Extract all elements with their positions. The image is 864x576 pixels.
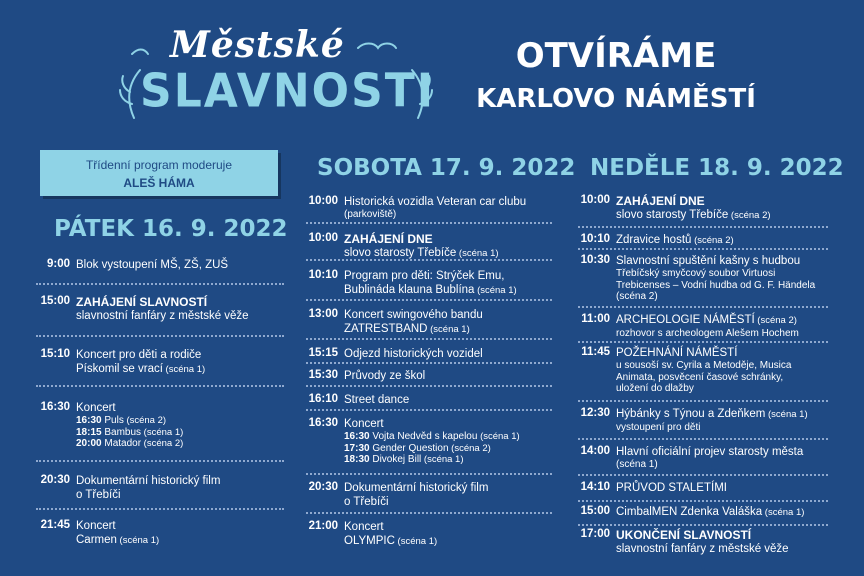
- line-text: u sousoší sv. Cyrila a Metoděje, Musica: [616, 360, 792, 371]
- line-text: ZAHÁJENÍ DNE: [616, 194, 705, 208]
- entry-lines: [616, 346, 791, 395]
- entry-time: 15:10: [40, 348, 70, 360]
- line-text: Animata, posvěcení časové schránky,: [616, 371, 784, 383]
- entry-lines: [344, 417, 520, 466]
- entry-lines: [616, 313, 799, 340]
- line-text: Pískomil se vrací: [76, 363, 163, 375]
- moderator-name: ALEŠ HÁMA: [123, 176, 195, 190]
- logo-main-text: SLAVNOSTI: [140, 64, 436, 119]
- entry-line: [76, 362, 205, 377]
- scene-label: (scéna 1): [141, 426, 184, 438]
- entry-time: 20:30: [40, 474, 70, 486]
- sub-time: 16:30: [344, 431, 373, 442]
- sub-time: 18:30: [344, 454, 373, 465]
- entry-line: [616, 313, 799, 328]
- entry-line: [76, 438, 183, 450]
- entry-line: [344, 481, 488, 495]
- entry-lines: [76, 474, 220, 502]
- dotted-separator: [578, 524, 828, 526]
- entry-line: [76, 533, 159, 548]
- entry-line: [616, 328, 799, 340]
- dotted-separator: [36, 385, 284, 387]
- entry-line: [76, 415, 183, 427]
- line-text: ARCHEOLOGIE NÁMĚSTÍ: [616, 314, 755, 326]
- line-text: ZAHÁJENÍ DNE: [344, 232, 433, 246]
- line-text: vystoupení pro děti: [616, 422, 701, 433]
- entry-line: [76, 258, 228, 272]
- dotted-separator: [578, 438, 828, 440]
- dotted-separator: [578, 226, 828, 228]
- entry-line: [76, 401, 183, 415]
- entry-line: [344, 369, 425, 383]
- entry-line: [76, 309, 249, 323]
- line-text: Hlavní oficiální projev starosty města: [616, 446, 804, 458]
- dotted-separator: [306, 385, 552, 387]
- entry-lines: [616, 407, 808, 434]
- entry-time: 20:30: [308, 481, 338, 493]
- scene-label: (scéna 1): [394, 536, 438, 547]
- line-text: Bambus: [104, 426, 142, 438]
- moderator-box: [40, 150, 278, 196]
- scene-label: (scéna 2): [141, 438, 184, 449]
- line-text: Bublináda klauna Bublína: [344, 284, 475, 296]
- sub-time: 17:30: [344, 442, 373, 454]
- entry-line: [344, 347, 483, 361]
- entry-line: [616, 208, 771, 223]
- day-title-saturday: SOBOTA 17. 9. 2022: [317, 155, 576, 181]
- entry-line: [616, 542, 789, 556]
- line-text: Divokej Bill: [372, 454, 422, 465]
- scene-label: (scéna 1): [162, 364, 206, 375]
- entry-time: 15:15: [308, 347, 338, 359]
- line-text: Blok vystoupení MŠ, ZŠ, ZUŠ: [76, 259, 229, 271]
- line-text: ZAHÁJENÍ SLAVNOSTÍ: [76, 295, 208, 309]
- line-text: Dokumentární historický film: [76, 475, 221, 487]
- day-title-friday: PÁTEK 16. 9. 2022: [54, 216, 288, 242]
- dotted-separator: [306, 299, 552, 301]
- entry-time: 10:00: [580, 194, 610, 206]
- scene-label: (scéna 1): [456, 248, 499, 259]
- line-text: Koncert: [344, 418, 384, 430]
- entry-lines: [344, 520, 437, 549]
- line-text: slovo starosty Třebíče: [616, 209, 729, 221]
- scene-label: (scéna 1): [116, 535, 160, 546]
- line-text: slavnostní fanfáry z městské věže: [616, 543, 789, 555]
- entry-line: [616, 291, 815, 303]
- entry-time: 13:00: [308, 308, 338, 320]
- scene-label: (scéna 2): [754, 315, 797, 326]
- line-text: o Třebíči: [76, 489, 121, 501]
- line-text: Koncert: [344, 521, 384, 533]
- dotted-separator: [306, 473, 552, 475]
- line-text: Slavnostní spuštění kašny s hudbou: [616, 255, 801, 267]
- sub-time: 18:15: [76, 426, 105, 438]
- scene-label: (scéna 2): [691, 235, 734, 246]
- entry-line: [344, 520, 437, 534]
- entry-lines: [344, 369, 425, 383]
- entry-line: [616, 268, 815, 280]
- line-text: (scéna 1): [616, 459, 658, 470]
- entry-lines: [616, 481, 727, 495]
- entry-lines: [616, 445, 803, 471]
- entry-line: [76, 348, 205, 362]
- entry-lines: [616, 254, 815, 303]
- dotted-separator: [578, 400, 828, 402]
- entry-line: [344, 495, 488, 509]
- scene-label: (scéna 1): [474, 285, 517, 296]
- entry-line: [616, 280, 815, 292]
- dotted-separator: [306, 338, 552, 340]
- entry-lines: [76, 295, 249, 323]
- entry-time: 10:10: [580, 233, 610, 245]
- scene-label: (scéna 1): [477, 431, 520, 442]
- entry-line: [344, 443, 520, 455]
- event-logo: [112, 18, 442, 123]
- entry-time: 16:30: [40, 401, 70, 413]
- entry-time: 12:30: [580, 407, 610, 419]
- entry-line: [344, 322, 483, 337]
- sub-time: 16:30: [76, 415, 105, 426]
- dotted-separator: [578, 474, 828, 476]
- line-text: Koncert swingového bandu: [344, 309, 483, 321]
- entry-time: 16:30: [308, 417, 338, 429]
- entry-line: [616, 346, 791, 360]
- entry-line: [76, 488, 220, 502]
- entry-line: [616, 372, 791, 384]
- line-text: CimbalMEN Zdenka Valáška: [616, 506, 763, 518]
- line-text: Zdravice hostů: [616, 234, 692, 246]
- entry-lines: [344, 347, 483, 361]
- scene-label: (scéna 1): [427, 324, 470, 335]
- entry-lines: [344, 269, 517, 298]
- entry-time: 14:00: [580, 445, 610, 457]
- line-text: Program pro děti: Strýček Emu,: [344, 270, 505, 282]
- moderator-caption: Třídenní program moderuje: [85, 158, 233, 172]
- dotted-separator: [306, 259, 552, 261]
- entry-lines: [344, 393, 409, 407]
- entry-time: 15:00: [40, 295, 70, 307]
- entry-time: 9:00: [46, 258, 70, 270]
- entry-line: [344, 209, 526, 221]
- entry-line: [616, 194, 771, 208]
- entry-line: [344, 232, 499, 246]
- entry-lines: [344, 195, 526, 221]
- line-text: POŽEHNÁNÍ NÁMĚSTÍ: [616, 347, 738, 359]
- line-text: rozhovor s archeologem Alešem Hochem: [616, 328, 799, 339]
- entry-line: [616, 528, 789, 542]
- dotted-separator: [306, 362, 552, 364]
- line-text: UKONČENÍ SLAVNOSTÍ: [616, 528, 752, 542]
- dotted-separator: [578, 500, 828, 502]
- entry-line: [616, 445, 803, 459]
- entry-line: [76, 474, 220, 488]
- entry-line: [616, 233, 734, 248]
- line-text: slavnostní fanfáry z městské věže: [76, 310, 249, 322]
- headline-line2: KARLOVO NÁMĚSTÍ: [476, 84, 756, 114]
- scene-label: (scéna 1): [765, 409, 808, 420]
- line-text: Dokumentární historický film: [344, 482, 489, 494]
- line-text: Gender Question: [372, 442, 449, 454]
- entry-time: 17:00: [580, 528, 610, 540]
- entry-lines: [76, 519, 159, 548]
- dotted-separator: [36, 508, 284, 510]
- dotted-separator: [578, 248, 828, 250]
- entry-line: [616, 254, 815, 268]
- entry-lines: [344, 308, 483, 337]
- entry-line: [616, 360, 791, 372]
- line-text: Street dance: [344, 394, 410, 406]
- entry-line: [344, 417, 520, 431]
- entry-line: [616, 459, 803, 471]
- entry-line: [344, 393, 409, 407]
- line-text: uložení do dlažby: [616, 383, 694, 394]
- entry-line: [344, 454, 520, 466]
- line-text: (parkoviště): [344, 209, 397, 220]
- entry-time: 16:10: [308, 393, 338, 405]
- entry-line: [76, 295, 249, 309]
- scene-label: (scéna 2): [448, 442, 491, 454]
- entry-line: [344, 431, 520, 443]
- scene-label: (scéna 2): [123, 415, 167, 426]
- entry-lines: [76, 348, 205, 377]
- entry-time: 11:00: [581, 313, 610, 325]
- scene-label: (scéna 1): [421, 454, 464, 465]
- dotted-separator: [578, 341, 828, 343]
- line-text: Koncert pro děti a rodiče: [76, 349, 202, 361]
- entry-time: 10:30: [580, 254, 610, 266]
- entry-line: [344, 283, 517, 298]
- line-text: o Třebíči: [344, 496, 389, 508]
- line-text: Carmen: [76, 534, 117, 546]
- entry-time: 14:10: [580, 481, 610, 493]
- line-text: Odjezd historických vozidel: [344, 348, 483, 360]
- entry-time: 10:00: [308, 195, 338, 207]
- line-text: Historická vozidla Veteran car clubu: [344, 196, 527, 208]
- entry-line: [616, 407, 808, 422]
- dotted-separator: [306, 409, 552, 411]
- line-text: Matador: [104, 438, 142, 449]
- dotted-separator: [306, 222, 552, 224]
- line-text: Průvody ze škol: [344, 370, 426, 382]
- entry-line: [616, 505, 804, 520]
- entry-time: 21:45: [40, 519, 70, 531]
- day-title-sunday: NEDĚLE 18. 9. 2022: [590, 155, 844, 181]
- entry-time: 11:45: [581, 346, 610, 358]
- line-text: PRŮVOD STALETÍMI: [616, 482, 727, 494]
- entry-time: 10:10: [308, 269, 338, 281]
- entry-time: 15:00: [580, 505, 610, 517]
- scene-label: (scéna 1): [762, 507, 805, 518]
- entry-time: 21:00: [308, 520, 338, 532]
- entry-lines: [616, 194, 771, 223]
- entry-line: [616, 481, 727, 495]
- entry-time: 10:00: [308, 232, 338, 244]
- entry-line: [616, 422, 808, 434]
- logo-script-text: Městské: [170, 24, 345, 66]
- entry-line: [344, 534, 437, 549]
- line-text: Vojta Nedvěd s kapelou: [372, 431, 478, 442]
- entry-lines: [344, 232, 499, 261]
- line-text: Trebicenses – Vodní hudba od G. F. Händela: [616, 279, 816, 291]
- headline-line1: OTVÍRÁME: [515, 36, 717, 76]
- entry-line: [76, 427, 183, 439]
- line-text: Koncert: [76, 520, 116, 532]
- line-text: slovo starosty Třebíče: [344, 247, 457, 259]
- dotted-separator: [36, 335, 284, 337]
- line-text: (scéna 2): [616, 291, 658, 302]
- entry-lines: [344, 481, 488, 509]
- entry-line: [344, 308, 483, 322]
- line-text: Puls: [104, 415, 124, 426]
- dotted-separator: [36, 460, 284, 462]
- line-text: Třebíčský smyčcový soubor Virtuosi: [616, 268, 776, 279]
- entry-line: [344, 269, 517, 283]
- entry-line: [344, 195, 526, 209]
- line-text: Hýbánky s Týnou a Zdeňkem: [616, 408, 766, 420]
- line-text: ZATRESTBAND: [344, 323, 428, 335]
- sub-time: 20:00: [76, 438, 105, 449]
- dotted-separator: [306, 512, 552, 514]
- entry-line: [76, 519, 159, 533]
- entry-lines: [76, 258, 228, 272]
- dotted-separator: [578, 306, 828, 308]
- entry-lines: [76, 401, 183, 450]
- scene-label: (scéna 2): [728, 210, 771, 221]
- entry-line: [616, 383, 791, 395]
- line-text: Koncert: [76, 402, 116, 414]
- dotted-separator: [36, 283, 284, 285]
- line-text: OLYMPIC: [344, 535, 395, 547]
- entry-lines: [616, 505, 804, 520]
- entry-lines: [616, 528, 789, 556]
- entry-time: 15:30: [308, 369, 338, 381]
- entry-lines: [616, 233, 734, 248]
